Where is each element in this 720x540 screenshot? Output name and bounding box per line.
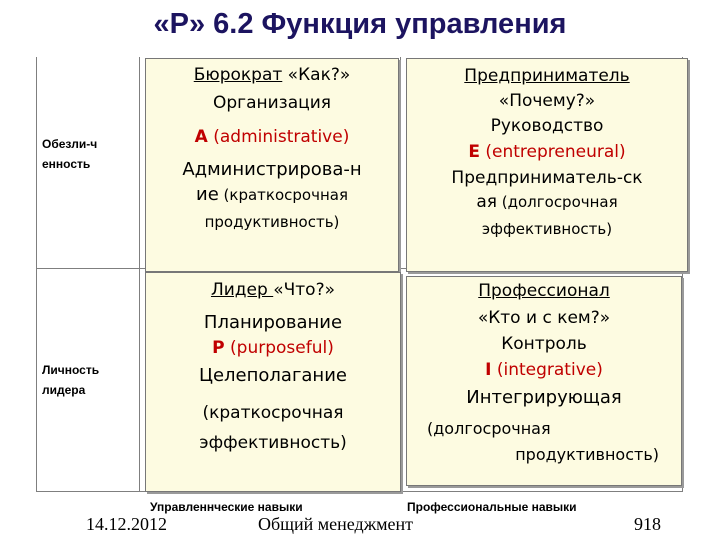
page-number: 918: [634, 514, 661, 534]
entrepreneur-function-b: ая: [476, 192, 497, 212]
professional-question: «Кто и с кем?»: [477, 308, 611, 328]
bureaucrat-effect-a: (краткосрочная: [218, 186, 348, 204]
leader-function: Целеполагание: [199, 365, 347, 386]
leader-code: (purposeful): [224, 338, 334, 358]
entrepreneur-effect-b: эффективность): [481, 220, 613, 238]
bureaucrat-function-line: [146, 182, 398, 208]
entrepreneur-role: Предприниматель: [464, 66, 630, 86]
leader-effect-a: (краткосрочная: [202, 403, 344, 423]
bureaucrat-role: Бюрократ: [193, 65, 283, 85]
leader-code-line: [146, 337, 400, 359]
bureaucrat-effect-b: продуктивность): [204, 213, 340, 231]
professional-code: (integrative): [491, 360, 603, 380]
entrepreneur-function-line: [407, 190, 687, 214]
management-skills-label: Управленнческие навыки: [150, 500, 303, 514]
professional-effect-b: продуктивность): [515, 445, 659, 464]
bureaucrat-letter: A: [194, 127, 208, 147]
slide-title: «P» 6.2 Функция управления: [153, 8, 567, 40]
bureaucrat-code: (administrative): [207, 127, 350, 147]
professional-code-line: [407, 359, 681, 381]
entrepreneur-code-line: [407, 141, 687, 163]
bureaucrat-code-line: [146, 126, 398, 148]
professional-letter: I: [485, 360, 492, 380]
bureaucrat-function-b: ие: [196, 184, 219, 205]
leader-letter: P: [212, 338, 225, 358]
leader-focus: Планирование: [203, 312, 343, 333]
entrepreneur-question: «Почему?»: [498, 91, 596, 111]
professional-function: Интегрирующая: [466, 387, 622, 408]
professional-skills-label: Профессиональные навыки: [407, 500, 577, 514]
professional-role: Профессионал: [478, 281, 610, 301]
row-label-leader-personality: Личность лидера: [42, 363, 100, 397]
slide-date: 14.12.2012: [86, 514, 167, 534]
bureaucrat-cell: [145, 58, 399, 272]
professional-focus: Контроль: [501, 334, 587, 354]
professional-cell: [406, 276, 682, 486]
leader-header: [146, 279, 400, 301]
table-border-left: [36, 57, 37, 491]
leader-effect-b: эффективность): [199, 433, 347, 453]
leader-cell: [145, 272, 401, 492]
entrepreneur-function-a: Предприниматель-ск: [451, 168, 643, 188]
professional-effect-a: (долгосрочная: [427, 419, 551, 438]
leader-role: Лидер: [210, 280, 274, 300]
bureaucrat-focus: Организация: [213, 93, 331, 113]
bureaucrat-function-a: Администрирова-н: [182, 159, 362, 180]
course-name: Общий менеджмент: [258, 514, 414, 534]
entrepreneur-code: (entrepreneural): [479, 142, 626, 162]
entrepreneur-letter: E: [468, 142, 480, 162]
leader-question: «Что?»: [273, 280, 336, 300]
entrepreneur-effect-a: (долгосрочная: [497, 193, 618, 211]
entrepreneur-focus: Руководство: [490, 116, 604, 136]
bureaucrat-question: «Как?»: [282, 65, 351, 85]
bureaucrat-header: [146, 64, 398, 86]
table-divider: [139, 57, 140, 491]
entrepreneur-cell: [406, 58, 688, 272]
row-label-impersonality: Обезли-ч енность: [42, 137, 98, 171]
